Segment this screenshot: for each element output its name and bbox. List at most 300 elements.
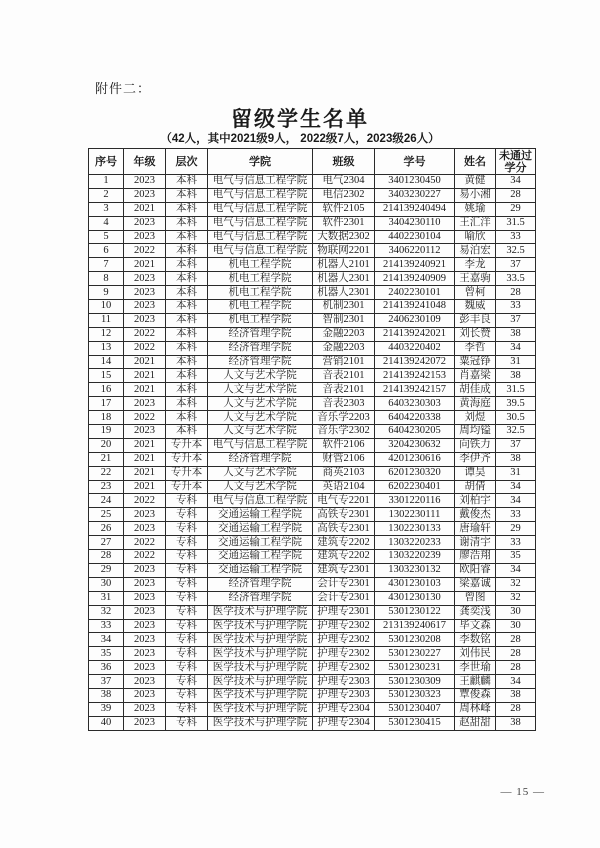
- table-cell: 9: [89, 286, 124, 300]
- table-cell: 1303230132: [375, 563, 455, 577]
- table-cell: 2023: [124, 633, 166, 647]
- column-header: 学号: [375, 149, 455, 175]
- table-cell: 本科: [166, 411, 208, 425]
- table-cell: 李数铭: [455, 633, 496, 647]
- table-cell: 专科: [166, 508, 208, 522]
- table-cell: 喻欣: [455, 230, 496, 244]
- table-cell: 2022: [124, 550, 166, 564]
- table-cell: 34: [496, 675, 536, 689]
- table-cell: 5301230415: [375, 716, 455, 730]
- table-row: [89, 661, 536, 675]
- table-cell: 4402230104: [375, 230, 455, 244]
- table-cell: 刘伟民: [455, 647, 496, 661]
- table-cell: 21: [89, 452, 124, 466]
- table-cell: 1: [89, 175, 124, 189]
- table-cell: 易泊宏: [455, 244, 496, 258]
- table-cell: 音表2101: [313, 383, 375, 397]
- table-cell: 本科: [166, 327, 208, 341]
- table-cell: 本科: [166, 258, 208, 272]
- table-cell: 廖浩翔: [455, 550, 496, 564]
- student-table: [88, 148, 536, 731]
- table-cell: 31: [496, 466, 536, 480]
- table-cell: 29: [89, 563, 124, 577]
- attachment-label: 附件二：: [95, 81, 152, 96]
- table-cell: 37: [496, 438, 536, 452]
- table-cell: 音表2101: [313, 369, 375, 383]
- table-row: [89, 591, 536, 605]
- table-cell: 专升本: [166, 466, 208, 480]
- table-cell: 2021: [124, 466, 166, 480]
- table-cell: 3204230632: [375, 438, 455, 452]
- table-cell: 37: [496, 313, 536, 327]
- table-cell: 龚奕浅: [455, 605, 496, 619]
- table-cell: 电气2304: [313, 175, 375, 189]
- table-cell: 2023: [124, 563, 166, 577]
- table-cell: 2023: [124, 175, 166, 189]
- table-row: [89, 286, 536, 300]
- table-cell: 医学技术与护理学院: [208, 716, 313, 730]
- table-cell: 31: [89, 591, 124, 605]
- table-cell: 3406220112: [375, 244, 455, 258]
- table-cell: 34: [496, 341, 536, 355]
- table-cell: 电信2302: [313, 188, 375, 202]
- table-cell: 28: [496, 661, 536, 675]
- table-cell: 周均镒: [455, 425, 496, 439]
- table-cell: 33: [496, 230, 536, 244]
- page-title: 留级学生名单: [231, 108, 369, 131]
- table-cell: 2023: [124, 619, 166, 633]
- column-header: 班级: [313, 149, 375, 175]
- table-row: [89, 411, 536, 425]
- table-row: [89, 716, 536, 730]
- table-cell: 专科: [166, 619, 208, 633]
- table-cell: 38: [496, 688, 536, 702]
- table-cell: 专科: [166, 605, 208, 619]
- table-cell: 214139242153: [375, 369, 455, 383]
- table-cell: 2022: [124, 494, 166, 508]
- table-cell: 38: [496, 327, 536, 341]
- table-cell: 5301230323: [375, 688, 455, 702]
- table-cell: 机器人2301: [313, 286, 375, 300]
- column-header: 年级: [124, 149, 166, 175]
- table-cell: 27: [89, 536, 124, 550]
- table-cell: 2023: [124, 688, 166, 702]
- table-cell: 刘柏宇: [455, 494, 496, 508]
- table-cell: 2023: [124, 577, 166, 591]
- table-cell: 24: [89, 494, 124, 508]
- table-cell: 39.5: [496, 397, 536, 411]
- table-row: [89, 216, 536, 230]
- table-cell: 1303220233: [375, 536, 455, 550]
- table-cell: 护理专2302: [313, 619, 375, 633]
- table-cell: 2023: [124, 313, 166, 327]
- table-cell: 2402230101: [375, 286, 455, 300]
- table-cell: 1302230133: [375, 522, 455, 536]
- table-cell: 电气与信息工程学院: [208, 175, 313, 189]
- table-cell: 30: [496, 619, 536, 633]
- table-cell: 机制2301: [313, 300, 375, 314]
- table-cell: 3301220116: [375, 494, 455, 508]
- table-cell: 19: [89, 425, 124, 439]
- table-cell: 214139242157: [375, 383, 455, 397]
- table-cell: 软件2106: [313, 438, 375, 452]
- table-cell: 人文与艺术学院: [208, 480, 313, 494]
- table-cell: 姚瑜: [455, 202, 496, 216]
- table-cell: 26: [89, 522, 124, 536]
- table-row: [89, 244, 536, 258]
- table-cell: 2023: [124, 230, 166, 244]
- table-row: [89, 563, 536, 577]
- table-cell: 2023: [124, 605, 166, 619]
- table-cell: 赵甜甜: [455, 716, 496, 730]
- table-cell: 3401230450: [375, 175, 455, 189]
- table-cell: 戴俊杰: [455, 508, 496, 522]
- table-cell: 谢清宇: [455, 536, 496, 550]
- table-cell: 专科: [166, 591, 208, 605]
- table-row: [89, 258, 536, 272]
- table-cell: 22: [89, 466, 124, 480]
- table-cell: 33.5: [496, 272, 536, 286]
- table-row: [89, 605, 536, 619]
- table-cell: 33: [496, 536, 536, 550]
- table-cell: 医学技术与护理学院: [208, 675, 313, 689]
- table-cell: 2021: [124, 202, 166, 216]
- table-cell: 医学技术与护理学院: [208, 605, 313, 619]
- table-cell: 专科: [166, 522, 208, 536]
- table-cell: 2023: [124, 216, 166, 230]
- table-cell: 本科: [166, 230, 208, 244]
- table-cell: 软件2301: [313, 216, 375, 230]
- table-cell: 2022: [124, 411, 166, 425]
- table-cell: 2022: [124, 341, 166, 355]
- table-cell: 6: [89, 244, 124, 258]
- table-cell: 金融2203: [313, 327, 375, 341]
- table-row: [89, 300, 536, 314]
- table-cell: 7: [89, 258, 124, 272]
- table-cell: 1303220239: [375, 550, 455, 564]
- table-body: [89, 175, 536, 731]
- table-cell: 4403220402: [375, 341, 455, 355]
- table-cell: 建筑专2202: [313, 550, 375, 564]
- table-cell: 35: [496, 550, 536, 564]
- table-cell: 人文与艺术学院: [208, 397, 313, 411]
- table-cell: 本科: [166, 216, 208, 230]
- table-cell: 28: [496, 633, 536, 647]
- table-cell: 护理专2302: [313, 633, 375, 647]
- table-cell: 李世瑜: [455, 661, 496, 675]
- table-cell: 2023: [124, 702, 166, 716]
- table-cell: 会计专2301: [313, 591, 375, 605]
- table-cell: 6403230303: [375, 397, 455, 411]
- table-cell: 1302230111: [375, 508, 455, 522]
- table-row: [89, 452, 536, 466]
- table-cell: 专科: [166, 633, 208, 647]
- table-row: [89, 313, 536, 327]
- table-cell: 医学技术与护理学院: [208, 688, 313, 702]
- table-cell: 本科: [166, 202, 208, 216]
- column-header: 层次: [166, 149, 208, 175]
- table-cell: 音乐学2203: [313, 411, 375, 425]
- table-cell: 覃俊森: [455, 688, 496, 702]
- table-cell: 机电工程学院: [208, 286, 313, 300]
- table-row: [89, 230, 536, 244]
- table-cell: 商英2103: [313, 466, 375, 480]
- table-cell: 魏威: [455, 300, 496, 314]
- table-cell: 本科: [166, 188, 208, 202]
- table-cell: 护理专2304: [313, 702, 375, 716]
- column-header: 序号: [89, 149, 124, 175]
- table-cell: 30: [496, 605, 536, 619]
- table-cell: 214139242021: [375, 327, 455, 341]
- table-cell: 英语2104: [313, 480, 375, 494]
- table-cell: 本科: [166, 175, 208, 189]
- table-cell: 金融2203: [313, 341, 375, 355]
- table-row: [89, 480, 536, 494]
- table-cell: 2021: [124, 480, 166, 494]
- table-cell: 护理专2303: [313, 688, 375, 702]
- table-cell: 2021: [124, 369, 166, 383]
- table-cell: 王嘉驹: [455, 272, 496, 286]
- table-cell: 专科: [166, 563, 208, 577]
- table-cell: 6404230205: [375, 425, 455, 439]
- table-cell: 35: [89, 647, 124, 661]
- table-cell: 本科: [166, 397, 208, 411]
- table-cell: 28: [496, 188, 536, 202]
- table-cell: 专科: [166, 675, 208, 689]
- table-cell: 28: [496, 647, 536, 661]
- table-cell: 本科: [166, 383, 208, 397]
- table-cell: 39: [89, 702, 124, 716]
- table-cell: 机电工程学院: [208, 258, 313, 272]
- table-cell: 6202230401: [375, 480, 455, 494]
- table-cell: 专科: [166, 716, 208, 730]
- page-number: — 15 —: [500, 786, 545, 798]
- table-cell: 毕文森: [455, 619, 496, 633]
- table-row: [89, 438, 536, 452]
- table-cell: 4: [89, 216, 124, 230]
- table-cell: 2023: [124, 300, 166, 314]
- table-cell: 交通运输工程学院: [208, 508, 313, 522]
- table-cell: 38: [496, 716, 536, 730]
- table-cell: 音乐学2302: [313, 425, 375, 439]
- table-cell: 交通运输工程学院: [208, 563, 313, 577]
- table-cell: 曾柯: [455, 286, 496, 300]
- table-cell: 28: [496, 286, 536, 300]
- table-cell: 护理专2302: [313, 661, 375, 675]
- table-cell: 专科: [166, 536, 208, 550]
- table-cell: 王汇洋: [455, 216, 496, 230]
- table-row: [89, 188, 536, 202]
- table-cell: 29: [496, 522, 536, 536]
- table-cell: 本科: [166, 355, 208, 369]
- table-cell: 易小湘: [455, 188, 496, 202]
- table-cell: 电气与信息工程学院: [208, 216, 313, 230]
- table-cell: 本科: [166, 425, 208, 439]
- table-cell: 经济管理学院: [208, 591, 313, 605]
- table-cell: 2023: [124, 508, 166, 522]
- table-header-row: [89, 149, 536, 175]
- table-cell: 2023: [124, 397, 166, 411]
- table-cell: 本科: [166, 272, 208, 286]
- table-cell: 2023: [124, 272, 166, 286]
- table-cell: 33: [496, 300, 536, 314]
- table-cell: 32.5: [496, 244, 536, 258]
- table-row: [89, 341, 536, 355]
- table-cell: 2021: [124, 452, 166, 466]
- table-cell: 33: [89, 619, 124, 633]
- column-header: 未通过学分: [496, 149, 536, 175]
- table-cell: 2023: [124, 661, 166, 675]
- table-cell: 32.5: [496, 425, 536, 439]
- table-cell: 2023: [124, 425, 166, 439]
- table-cell: 刘煜: [455, 411, 496, 425]
- table-cell: 经济管理学院: [208, 327, 313, 341]
- table-cell: 经济管理学院: [208, 341, 313, 355]
- table-cell: 王麒麟: [455, 675, 496, 689]
- table-row: [89, 175, 536, 189]
- table-cell: 人文与艺术学院: [208, 383, 313, 397]
- table-cell: 粟冠铮: [455, 355, 496, 369]
- table-cell: 高铁专2301: [313, 522, 375, 536]
- table-row: [89, 577, 536, 591]
- table-cell: 213139240617: [375, 619, 455, 633]
- table-cell: 34: [496, 175, 536, 189]
- table-cell: 李伊齐: [455, 452, 496, 466]
- table-cell: 专科: [166, 550, 208, 564]
- table-cell: 软件2105: [313, 202, 375, 216]
- table-cell: 4301230103: [375, 577, 455, 591]
- table-cell: 20: [89, 438, 124, 452]
- table-row: [89, 383, 536, 397]
- table-cell: 32: [89, 605, 124, 619]
- table-cell: 智制2301: [313, 313, 375, 327]
- table-cell: 34: [496, 480, 536, 494]
- table-cell: 专科: [166, 647, 208, 661]
- table-cell: 胡佳成: [455, 383, 496, 397]
- table-row: [89, 633, 536, 647]
- table-cell: 医学技术与护理学院: [208, 702, 313, 716]
- table-cell: 2022: [124, 327, 166, 341]
- table-cell: 电气与信息工程学院: [208, 230, 313, 244]
- table-cell: 建筑专2301: [313, 563, 375, 577]
- table-cell: 2023: [124, 188, 166, 202]
- table-cell: 人文与艺术学院: [208, 466, 313, 480]
- table-row: [89, 466, 536, 480]
- table-cell: 214139241048: [375, 300, 455, 314]
- table-row: [89, 327, 536, 341]
- table-cell: 营销2101: [313, 355, 375, 369]
- table-cell: 2406230109: [375, 313, 455, 327]
- table-cell: 14: [89, 355, 124, 369]
- table-cell: 18: [89, 411, 124, 425]
- table-cell: 谭昊: [455, 466, 496, 480]
- table-cell: 人文与艺术学院: [208, 369, 313, 383]
- table-cell: 专升本: [166, 438, 208, 452]
- table-cell: 25: [89, 508, 124, 522]
- table-cell: 机电工程学院: [208, 272, 313, 286]
- table-cell: 28: [89, 550, 124, 564]
- table-cell: 17: [89, 397, 124, 411]
- table-cell: 财管2106: [313, 452, 375, 466]
- table-cell: 本科: [166, 300, 208, 314]
- table-cell: 2023: [124, 522, 166, 536]
- table-row: [89, 425, 536, 439]
- table-cell: 5301230208: [375, 633, 455, 647]
- table-cell: 本科: [166, 313, 208, 327]
- table-cell: 38: [496, 452, 536, 466]
- table-cell: 6404220338: [375, 411, 455, 425]
- column-header: 姓名: [455, 149, 496, 175]
- table-row: [89, 272, 536, 286]
- table-cell: 2023: [124, 591, 166, 605]
- table-cell: 电气与信息工程学院: [208, 438, 313, 452]
- table-cell: 214139242072: [375, 355, 455, 369]
- table-cell: 38: [496, 369, 536, 383]
- table-row: [89, 675, 536, 689]
- table-cell: 214139240909: [375, 272, 455, 286]
- table-cell: 专科: [166, 702, 208, 716]
- table-cell: 欧阳睿: [455, 563, 496, 577]
- table-cell: 周林峰: [455, 702, 496, 716]
- table-cell: 2: [89, 188, 124, 202]
- table-cell: 专科: [166, 688, 208, 702]
- table-cell: 医学技术与护理学院: [208, 647, 313, 661]
- table-cell: 15: [89, 369, 124, 383]
- table-cell: 34: [496, 563, 536, 577]
- table-cell: 刘长赞: [455, 327, 496, 341]
- table-row: [89, 355, 536, 369]
- table-cell: 37: [496, 258, 536, 272]
- table-cell: 30: [89, 577, 124, 591]
- table-cell: 向铁力: [455, 438, 496, 452]
- table-cell: 机器人2301: [313, 272, 375, 286]
- table-cell: 经济管理学院: [208, 355, 313, 369]
- table-cell: 护理专2302: [313, 647, 375, 661]
- table-cell: 2023: [124, 647, 166, 661]
- table-cell: 214139240921: [375, 258, 455, 272]
- table-cell: 3404230110: [375, 216, 455, 230]
- table-cell: 31.5: [496, 383, 536, 397]
- table-cell: 医学技术与护理学院: [208, 633, 313, 647]
- table-cell: 物联网2201: [313, 244, 375, 258]
- table-cell: 护理专2304: [313, 716, 375, 730]
- table-cell: 2022: [124, 244, 166, 258]
- table-cell: 电气与信息工程学院: [208, 494, 313, 508]
- table-cell: 23: [89, 480, 124, 494]
- table-cell: 专科: [166, 494, 208, 508]
- table-cell: 5: [89, 230, 124, 244]
- table-cell: 护理专2303: [313, 675, 375, 689]
- table-cell: 梁嘉诚: [455, 577, 496, 591]
- table-cell: 本科: [166, 286, 208, 300]
- table-cell: 电气与信息工程学院: [208, 202, 313, 216]
- table-cell: 专升本: [166, 452, 208, 466]
- table-cell: 人文与艺术学院: [208, 411, 313, 425]
- table-cell: 电气与信息工程学院: [208, 244, 313, 258]
- table-cell: 29: [496, 202, 536, 216]
- table-cell: 专科: [166, 661, 208, 675]
- table-row: [89, 619, 536, 633]
- table-cell: 曾图: [455, 591, 496, 605]
- table-cell: 本科: [166, 244, 208, 258]
- table-cell: 4301230130: [375, 591, 455, 605]
- table-cell: 214139240494: [375, 202, 455, 216]
- table-cell: 8: [89, 272, 124, 286]
- table-cell: 护理专2301: [313, 605, 375, 619]
- table-cell: 建筑专2202: [313, 536, 375, 550]
- table-cell: 16: [89, 383, 124, 397]
- table-cell: 30.5: [496, 411, 536, 425]
